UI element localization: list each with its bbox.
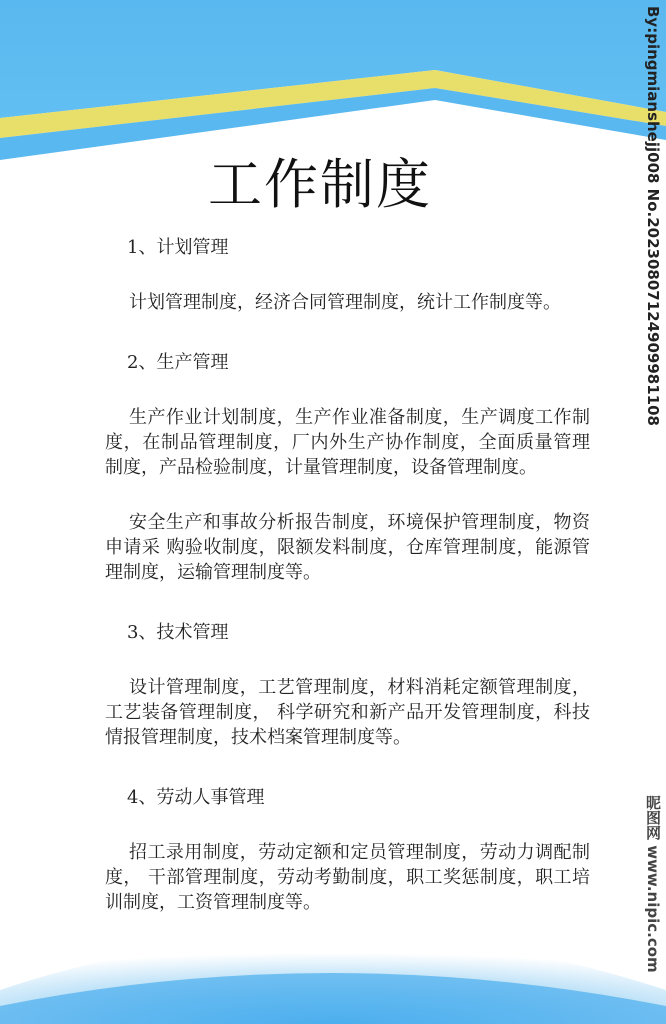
section-text-technology: 设计管理制度，工艺管理制度，材料消耗定额管理制度，工艺装备管理制度， 科学研究和新产品开发管理制度，科技情报管理制度，技术档案管理制度等。 <box>105 677 590 748</box>
document-body <box>105 235 590 915</box>
watermark-site: 昵图网 www.nipic.com <box>644 795 662 973</box>
section-text-production-1: 生产作业计划制度，生产作业准备制度，生产调度工作制度，在制品管理制度，厂内外生产协作制度，全面质量管理制度，产品检验制度，计量管理制度，设备管理制度。 <box>105 407 590 478</box>
section-heading-plan: 1、计划管理 <box>127 237 229 258</box>
section-text-labor: 招工录用制度，劳动定额和定员管理制度，劳动力调配制度， 干部管理制度，劳动考勤制度，职工奖惩制度，职工培训制度，工资管理制度等。 <box>105 842 590 913</box>
page-title: 工作制度 <box>208 153 432 216</box>
section-heading-production: 2、生产管理 <box>127 352 229 373</box>
section-heading-labor: 4、劳动人事管理 <box>127 787 265 808</box>
section-heading-technology: 3、技术管理 <box>127 622 229 643</box>
section-text-plan: 计划管理制度，经济合同管理制度，统计工作制度等。 <box>129 292 561 313</box>
section-text-production-2: 安全生产和事故分析报告制度，环境保护管理制度，物资申请采 购验收制度，限额发料制度，仓库管理制度，能源管理制度，运输管理制度等。 <box>105 512 590 583</box>
watermark-id: By:pingmianshejj008 No.20230807124909981108 <box>644 6 662 426</box>
